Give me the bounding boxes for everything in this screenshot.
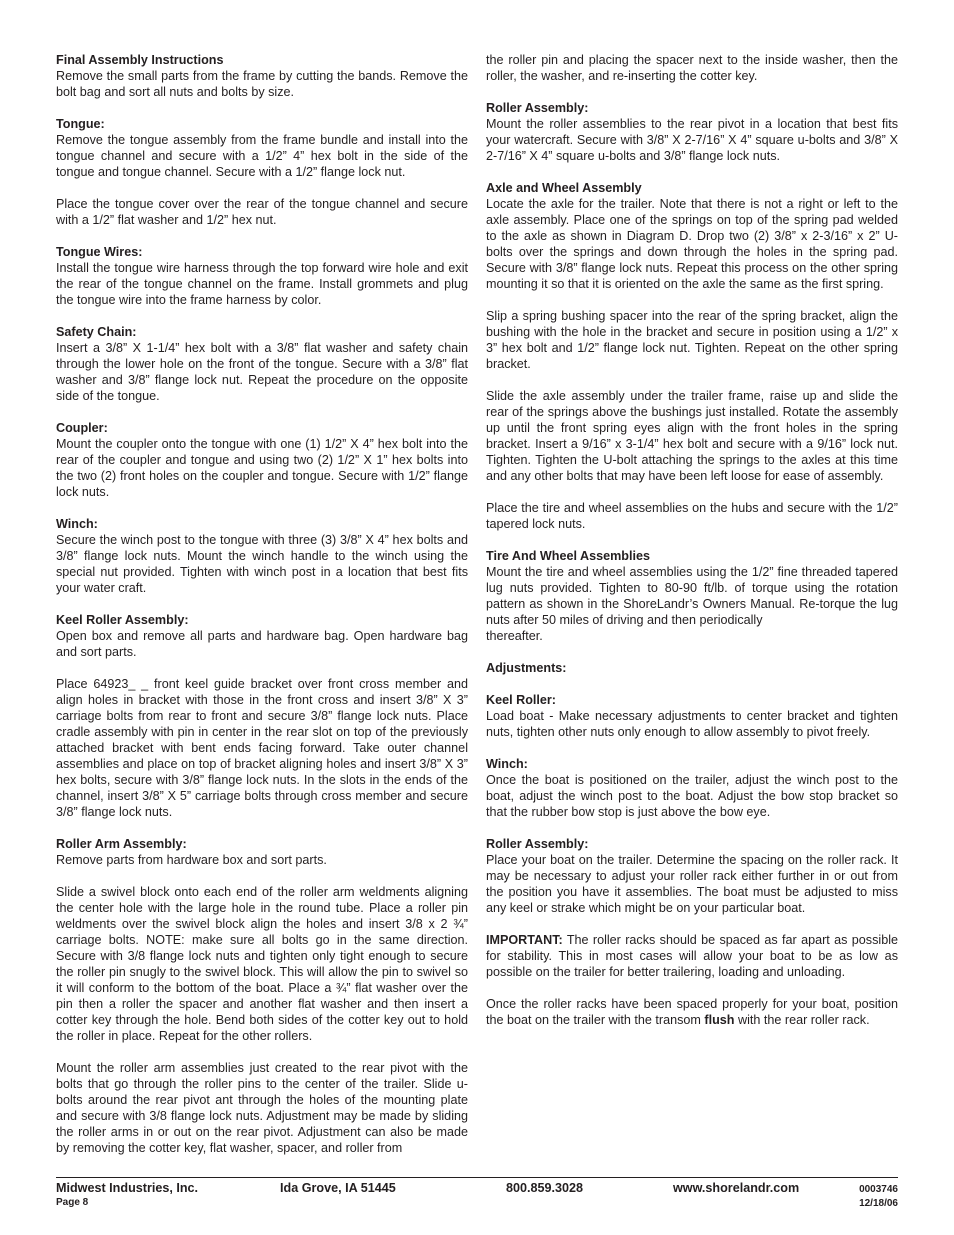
section-adjustments: [486, 660, 898, 676]
heading-roller-assembly: Roller Assembly:: [486, 101, 589, 115]
section-coupler: [56, 420, 468, 500]
paragraph: Remove the tongue assembly from the frame bundle and install into the tongue channel and secure with a 1/2” 4” hex bolt in the side of the tongue and tongue channel. Secure with a 1/2” flange lock nut.: [56, 133, 468, 179]
paragraph: Mount the coupler onto the tongue with one (1) 1/2” X 4” hex bolt into the rear of the coupler and tongue and using two (2) 1/2” X 1” hex bolts into the two (2) front holes on the coupler and tongue. Secure with 1/2” flange lock nuts.: [56, 437, 468, 499]
section-tongue-wires: [56, 244, 468, 308]
paragraph: Once the boat is positioned on the trailer, adjust the winch post to the boat, adjust the winch post to the boat. Adjust the bow stop bracket so that the rubber bow stop is just above the bow eye.: [486, 773, 898, 819]
footer-doc-code: 0003746: [859, 1184, 898, 1195]
footer-city: Ida Grove, IA 51445: [280, 1181, 396, 1195]
heading-coupler: Coupler:: [56, 421, 108, 435]
section-roller-arm: [56, 836, 468, 1156]
paragraph: Insert a 3/8” X 1-1/4” hex bolt with a 3/8” flat washer and safety chain through the lower hole on the front of the tongue. Secure with a 3/8” flat washer and 3/8” flange lock nut. Repeat the procedure on the opposite side of the tongue.: [56, 341, 468, 403]
important-text: The roller racks should be spaced as far apart as possible for stability. This in most cases will allow your boat to be as low as possible on the trailer for better trailering, loading and unloading.: [486, 933, 898, 979]
paragraph: Place the tongue cover over the rear of the tongue channel and secure with a 1/2” flat washer and 1/2” hex nut.: [56, 197, 468, 227]
paragraph: Secure the winch post to the tongue with three (3) 3/8” X 4” hex bolts and 3/8” flange lock nuts. Mount the winch handle to the winch using the special nut provided. Tighten with winch post in a location that best fits your water craft.: [56, 533, 468, 595]
paragraph-important: [486, 932, 898, 980]
final-text-bold: flush: [704, 1013, 735, 1027]
section-tire-wheel: [486, 548, 898, 644]
heading-roller-adjust: Roller Assembly:: [486, 837, 589, 851]
footer-website: www.shorelandr.com: [673, 1181, 800, 1195]
paragraph: Mount the roller arm assemblies just created to the rear pivot with the bolts that go through the roller pins to the center of the trailer. Slide u-bolts around the rear pivot ant through the holes of the mounting plate and secure with 3/8 flange lock nuts. Adjustment may be made by sliding the roller arms in or out on the rear pivot. Adjustment can also be made by removing the cotter key, flat washer, spacer, and roller from: [56, 1061, 468, 1155]
paragraph-final: [486, 996, 898, 1028]
paragraph: Slip a spring bushing spacer into the rear of the spring bracket, align the bushing with the hole in the bracket and secure in position using a 1/2” x 3” hex bolt and 1/2” flange lock nut. Tighten. Repeat on the other spring bracket.: [486, 309, 898, 371]
left-column: [56, 52, 468, 1172]
heading-keel-roller-adjust: Keel Roller:: [486, 693, 556, 707]
section-final-assembly: [56, 52, 468, 100]
paragraph: Remove the small parts from the frame by cutting the bands. Remove the bolt bag and sort all nuts and bolts by size.: [56, 69, 468, 99]
section-roller-adjust: [486, 836, 898, 1028]
paragraph: Install the tongue wire harness through the top forward wire hole and exit the rear of the tongue channel on the frame. Install grommets and plug the tongue wire into the frame harness by color.: [56, 261, 468, 307]
paragraph: Place the tire and wheel assemblies on the hubs and secure with the 1/2” tapered lock nuts.: [486, 501, 898, 531]
section-tongue: [56, 116, 468, 228]
paragraph: Place 64923_ _ front keel guide bracket over front cross member and align holes in bracket with those in the front cross and insert 3/8” X 3” carriage bolts from rear to front and secure 3/8” flange lock nuts. Place cradle assembly with pin in center in the rear slot on top of the previously attached bracket with bent ends facing forward. Take outer channel assemblies and place on top of bracket aligning holes and insert 3/8” X 3” hex bolts, secure with 3/8” flange lock nuts. In the slots in the ends of the channel, insert 3/8” X 5” carriage bolts through cross member and secure 3/8” flange lock nuts.: [56, 677, 468, 819]
footer-company: Midwest Industries, Inc.: [56, 1181, 199, 1195]
final-text-post: with the rear roller rack.: [734, 1013, 870, 1027]
paragraph-text: thereafter.: [486, 629, 543, 643]
heading-adjustments: Adjustments:: [486, 661, 567, 675]
section-winch: [56, 516, 468, 596]
section-winch-adjust: [486, 756, 898, 820]
heading-final-assembly: Final Assembly Instructions: [56, 53, 224, 67]
footer-page-number: Page 8: [56, 1197, 89, 1208]
paragraph: Remove parts from hardware box and sort parts.: [56, 853, 327, 867]
heading-tongue-wires: Tongue Wires:: [56, 245, 143, 259]
heading-winch: Winch:: [56, 517, 98, 531]
right-column: [486, 52, 898, 1044]
section-keel-roller-adjust: [486, 692, 898, 740]
heading-safety-chain: Safety Chain:: [56, 325, 137, 339]
paragraph: the roller pin and placing the spacer next to the inside washer, then the roller, the washer, and re-inserting the cotter key.: [486, 53, 898, 83]
important-label: IMPORTANT:: [486, 933, 563, 947]
paragraph: Slide the axle assembly under the trailer frame, raise up and slide the rear of the springs above the bushings just installed. Rotate the assembly up until the front spring eyes align with the front holes in the spring bracket. Insert a 9/16” x 3-1/4” hex bolt and secure with a 9/16” lock nut. Tighten. Tighten the U-bolt attaching the springs to the axles at this time and any other bolts that may have been left loose for ease of assembly.: [486, 389, 898, 483]
paragraph: Place your boat on the trailer. Determine the spacing on the roller rack. It may be necessary to adjust your roller rack either further in or out from the position you have it assemblies. The boat must be adjusted to miss any keel or strake which might be on your particular boat.: [486, 853, 898, 915]
section-safety-chain: [56, 324, 468, 404]
heading-tire-wheel: Tire And Wheel Assemblies: [486, 549, 651, 563]
paragraph: Open box and remove all parts and hardware bag. Open hardware bag and sort parts.: [56, 629, 468, 659]
heading-axle-wheel: Axle and Wheel Assembly: [486, 181, 642, 195]
heading-winch-adjust: Winch:: [486, 757, 528, 771]
paragraph: Locate the axle for the trailer. Note that there is not a right or left to the axle assembly. Place one of the springs on top of the spring pad welded to the axle as shown in Diagram D. Drop two (2) 3/8” x 2-3/16” x 2” U-bolts over the springs and down through the holes in the spring pad. Secure with 3/8” flange lock nuts. Repeat this process on the other spring mounting it so that it is oriented on the axle the same as the first spring.: [486, 197, 898, 291]
heading-roller-arm: Roller Arm Assembly:: [56, 837, 187, 851]
section-roller-assembly: [486, 100, 898, 164]
paragraph: Mount the roller assemblies to the rear pivot in a location that best fits your watercraft. Secure with 3/8” X 2-7/16” X 4” square u-bolts and 3/8” X 2-7/16” X 4” square u-bolts and 3/8” flange lock nuts.: [486, 117, 898, 163]
section-continued: [486, 52, 898, 84]
footer-phone: 800.859.3028: [506, 1181, 584, 1195]
heading-keel-roller: Keel Roller Assembly:: [56, 613, 189, 627]
section-keel-roller: [56, 612, 468, 820]
paragraph: [486, 564, 898, 644]
final-text-pre: Once the roller racks have been spaced properly for your boat, position the boat on the trailer with the transom: [486, 997, 898, 1027]
section-axle-wheel: [486, 180, 898, 532]
heading-tongue: Tongue:: [56, 117, 105, 131]
footer-doc-date: 12/18/06: [859, 1198, 898, 1209]
paragraph-text: Mount the tire and wheel assemblies using the 1/2” fine threaded tapered lug nuts provided. Tighten to 80-90 ft/lb. of torque using the rotation pattern as shown in the ShoreLandr’s Owners Manual. Re-torque the lug nuts after 50 miles of driving and then periodically: [486, 565, 898, 627]
paragraph: Load boat - Make necessary adjustments to center bracket and tighten nuts, tighten other nuts only enough to allow assembly to pivot freely.: [486, 709, 898, 739]
paragraph: Slide a swivel block onto each end of the roller arm weldments aligning the center hole with the large hole in the round tube. Place a roller pin weldments over the swivel block align the holes and insert 3/8 x 2 ¾” carriage bolts. NOTE: make sure all bolts go in the same direction. Secure with 3/8 flange lock nuts and tighten only tight enough to secure the roller pin snugly to the swivel block. This will allow the pin to swivel so it will conform to the bottom of the boat. Place a ¾” flat washer over the pin then a roller the spacer and another flat washer and then insert a cotter key through the hole. Bend both sides of the cotter key out to hold the roller in place. Repeat for the other rollers.: [56, 885, 468, 1043]
footer-divider: [56, 1177, 898, 1178]
